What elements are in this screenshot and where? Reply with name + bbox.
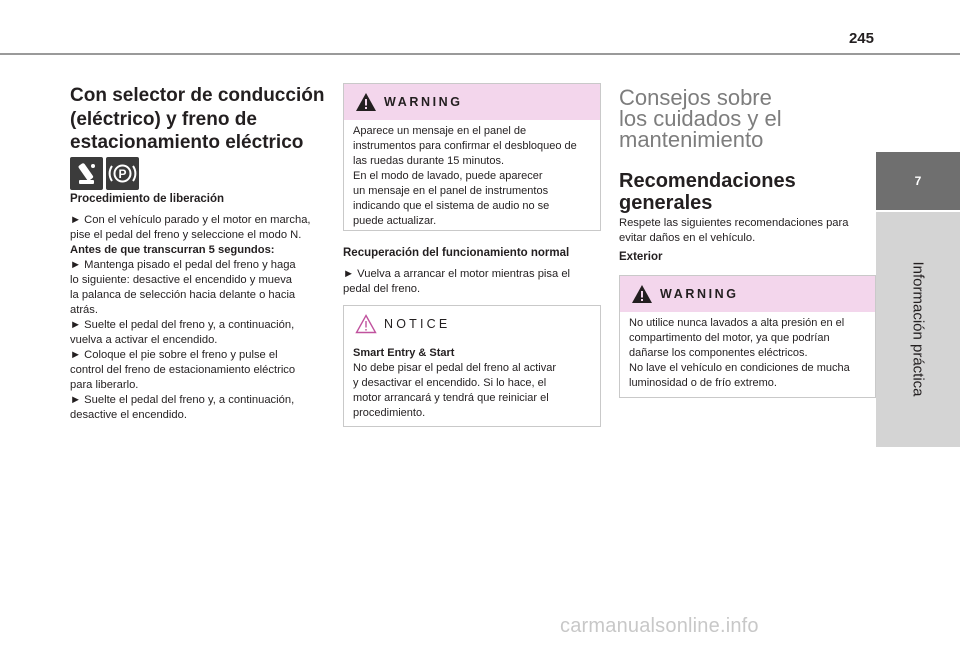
text-line: un mensaje en el panel de instrumentos xyxy=(353,185,549,197)
chapter-number: 7 xyxy=(914,174,922,188)
notice-header xyxy=(344,306,600,342)
section-title-line: estacionamiento eléctrico xyxy=(70,132,304,153)
warning-text xyxy=(353,124,577,229)
warning-header xyxy=(620,276,875,312)
text-line: pise el pedal del freno y seleccione el modo N. xyxy=(70,229,302,241)
procedure-text xyxy=(70,213,311,423)
section-title-line: Con selector de conducción xyxy=(70,85,325,106)
text-line: No utilice nunca lavados a alta presión en el xyxy=(629,317,845,329)
text-line: instrumentos para confirmar el desbloqueo de xyxy=(353,140,577,152)
section-title-line: (eléctrico) y freno de xyxy=(70,108,257,130)
subsection-title-line: Recomendaciones xyxy=(619,170,796,192)
text-line: ► Vuelva a arrancar el motor mientras pisa el xyxy=(343,268,571,280)
text-line: la palanca de selección hacia delante o hacia xyxy=(70,289,296,301)
text-line: ► Coloque el pie sobre el freno y pulse el xyxy=(70,349,278,361)
text-line: luminosidad o de frío extremo. xyxy=(629,377,777,389)
section-title xyxy=(70,84,324,155)
text-line: ► Suelte el pedal del freno y, a continuación, xyxy=(70,394,295,406)
page-number: 245 xyxy=(848,30,874,47)
text-line: las ruedas durante 15 minutos. xyxy=(353,155,505,167)
svg-text:P: P xyxy=(118,167,127,181)
header-rule xyxy=(0,53,960,55)
text-line: No debe pisar el pedal del freno al activar xyxy=(353,362,557,374)
text-line: control del freno de estacionamiento eléctrico xyxy=(70,364,296,376)
text-line: indicando que el sistema de audio no se xyxy=(353,200,550,212)
text-line: Aparece un mensaje en el panel de xyxy=(353,125,527,137)
text-line: motor arrancará y tendrá que reiniciar el xyxy=(353,392,549,404)
chapter-title: Información práctica xyxy=(909,261,927,397)
text-line: puede actualizar. xyxy=(353,215,437,227)
warning-icon xyxy=(355,92,377,112)
notice-text xyxy=(353,346,556,421)
notice-box-smart-entry xyxy=(343,305,601,427)
text-line: lo siguiente: desactive el encendido y mueva xyxy=(70,274,293,286)
parking-brake-icon xyxy=(106,157,139,190)
text-line: atrás. xyxy=(70,304,98,316)
chapter-section-title-line: Consejos sobre xyxy=(619,85,772,110)
text-line: y desactivar el encendido. Si lo hace, el xyxy=(353,377,547,389)
text-line: para liberarlo. xyxy=(70,379,139,391)
text-line: evitar daños en el vehículo. xyxy=(619,232,756,244)
subsection-title-line: generales xyxy=(619,192,713,214)
chapter-section-title xyxy=(619,87,782,150)
recovery-text xyxy=(343,267,570,297)
text-line: ► Suelte el pedal del freno y, a continuación, xyxy=(70,319,295,331)
warning-title: WARNING xyxy=(384,95,463,109)
chapter-number-tab[interactable] xyxy=(876,152,960,210)
notice-icon xyxy=(355,314,377,334)
watermark: carmanualsonline.info xyxy=(560,615,759,637)
text-line: compartimento del motor, ya que podrían xyxy=(629,332,830,344)
chapter-title-tab[interactable] xyxy=(876,212,960,447)
warning-text xyxy=(629,316,850,391)
text-line: ► Mantenga pisado el pedal del freno y haga xyxy=(70,259,296,271)
text-line: dañarse los componentes eléctricos. xyxy=(629,347,808,359)
warning-header xyxy=(344,84,600,120)
procedure-title: Procedimiento de liberación xyxy=(70,193,225,205)
text-line: En el modo de lavado, puede aparecer xyxy=(353,170,543,182)
warning-icon xyxy=(631,284,653,304)
text-line: pedal del freno. xyxy=(343,283,421,295)
chapter-section-title-line: mantenimiento xyxy=(619,127,764,152)
recovery-title: Recuperación del funcionamiento normal xyxy=(343,247,570,259)
notice-subtitle: Smart Entry & Start xyxy=(353,347,455,359)
text-line: vuelva a activar el encendido. xyxy=(70,334,218,346)
exterior-title: Exterior xyxy=(619,251,663,263)
text-line: ► Con el vehículo parado y el motor en marcha, xyxy=(70,214,311,226)
text-line: Respete las siguientes recomendaciones para xyxy=(619,217,849,229)
text-line: No lave el vehículo en condiciones de mucha xyxy=(629,362,850,374)
chapter-section-title-line: los cuidados y el xyxy=(619,106,782,131)
warning-title: WARNING xyxy=(660,287,739,301)
intro-text xyxy=(619,216,848,246)
notice-title: NOTICE xyxy=(384,317,451,331)
gear-selector-icon xyxy=(70,157,103,190)
warning-box-wash xyxy=(343,83,601,231)
text-line: desactive el encendido. xyxy=(70,409,187,421)
subsection-title xyxy=(619,170,796,214)
text-line: Antes de que transcurran 5 segundos: xyxy=(70,244,275,256)
text-line: procedimiento. xyxy=(353,407,426,419)
warning-box-exterior xyxy=(619,275,876,398)
